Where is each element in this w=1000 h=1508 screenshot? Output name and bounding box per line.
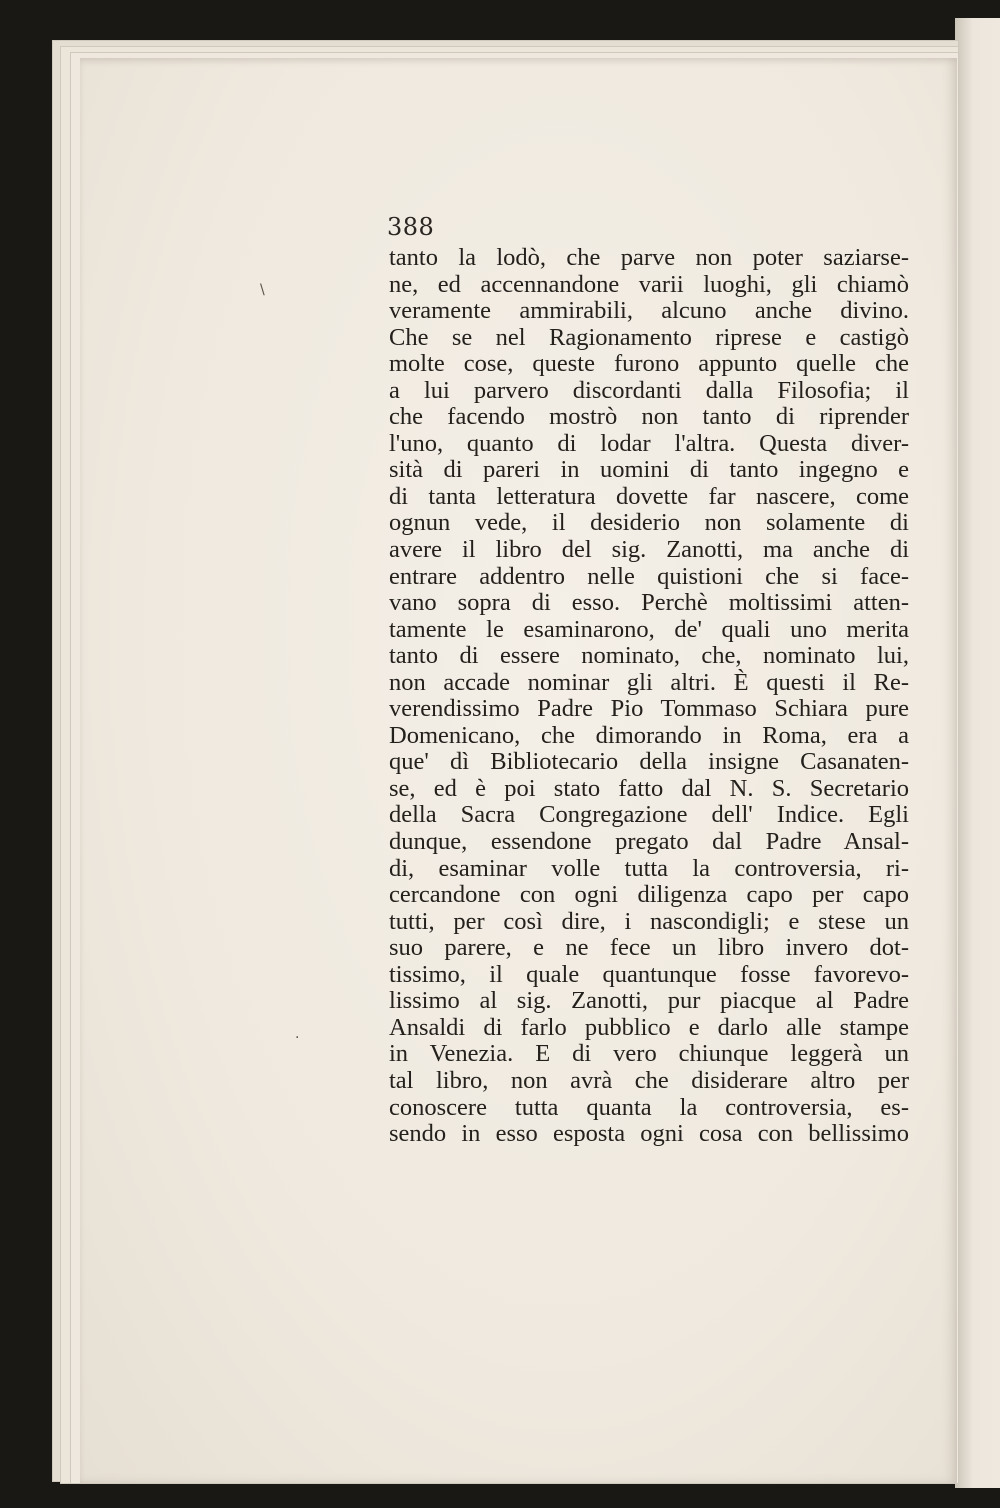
text-line: tal libro, non avrà che disiderare altro per [389, 1066, 909, 1094]
text-line: tanto di essere nominato, che, nominato lui, [389, 642, 909, 670]
text-line: entrare addentro nelle quistioni che si face- [389, 562, 909, 590]
text-line: l'uno, quanto di lodar l'altra. Questa diver- [389, 429, 909, 457]
text-line: a lui parvero discordanti dalla Filosofia; il [389, 376, 909, 404]
margin-mark: \ [260, 282, 265, 298]
text-line: che facendo mostrò non tanto di riprender [389, 403, 909, 431]
text-line: di, esaminar volle tutta la controversia, ri- [389, 854, 909, 882]
text-line: se, ed è poi stato fatto dal N. S. Secretario [389, 774, 909, 802]
text-line: ne, ed accennandone varii luoghi, gli chiamò [389, 270, 909, 298]
text-line: Ansaldi di farlo pubblico e darlo alle stampe [389, 1013, 909, 1041]
text-line: ognun vede, il desiderio non solamente di [389, 509, 909, 537]
text-line: que' dì Bibliotecario della insigne Casanaten- [389, 748, 909, 776]
body-text [389, 245, 909, 1148]
text-line: di tanta letteratura dovette far nascere, come [389, 482, 909, 510]
text-line: sità di pareri in uomini di tanto ingegno e [389, 456, 909, 484]
text-line: molte cose, queste furono appunto quelle che [389, 350, 909, 378]
text-line: non accade nominar gli altri. È questi il Re- [389, 668, 909, 696]
text-line: avere il libro del sig. Zanotti, ma anche di [389, 536, 909, 564]
margin-mark: · [295, 1030, 300, 1046]
text-line: sendo in esso esposta ogni cosa con bellissimo [389, 1120, 909, 1148]
text-line: suo parere, e ne fece un libro invero dot- [389, 934, 909, 962]
text-line: in Venezia. E di vero chiunque leggerà un [389, 1040, 909, 1068]
text-line: tanto la lodò, che parve non poter saziarse- [389, 244, 909, 271]
page-number: 388 [387, 213, 435, 241]
text-line: dunque, essendone pregato dal Padre Ansal- [389, 828, 909, 856]
text-line: tissimo, il quale quantunque fosse favorevo- [389, 960, 909, 988]
text-line: vano sopra di esso. Perchè moltissimi atten- [389, 589, 909, 617]
text-line: tutti, per così dire, i nascondigli; e stese un [389, 907, 909, 935]
text-line: verendissimo Padre Pio Tommaso Schiara pure [389, 695, 909, 723]
text-line: Domenicano, che dimorando in Roma, era a [389, 721, 909, 749]
facing-page-edge [955, 18, 1000, 1488]
text-line: lissimo al sig. Zanotti, pur piacque al Padre [389, 987, 909, 1015]
text-line: veramente ammirabili, alcuno anche divino. [389, 297, 909, 325]
book-page [80, 58, 957, 1483]
text-line: cercandone con ogni diligenza capo per capo [389, 881, 909, 909]
text-line: della Sacra Congregazione dell' Indice. Egli [389, 801, 909, 829]
text-line: tamente le esaminarono, de' quali uno merita [389, 615, 909, 643]
text-line: conoscere tutta quanta la controversia, es- [389, 1093, 909, 1121]
text-line: Che se nel Ragionamento riprese e castigò [389, 323, 909, 351]
